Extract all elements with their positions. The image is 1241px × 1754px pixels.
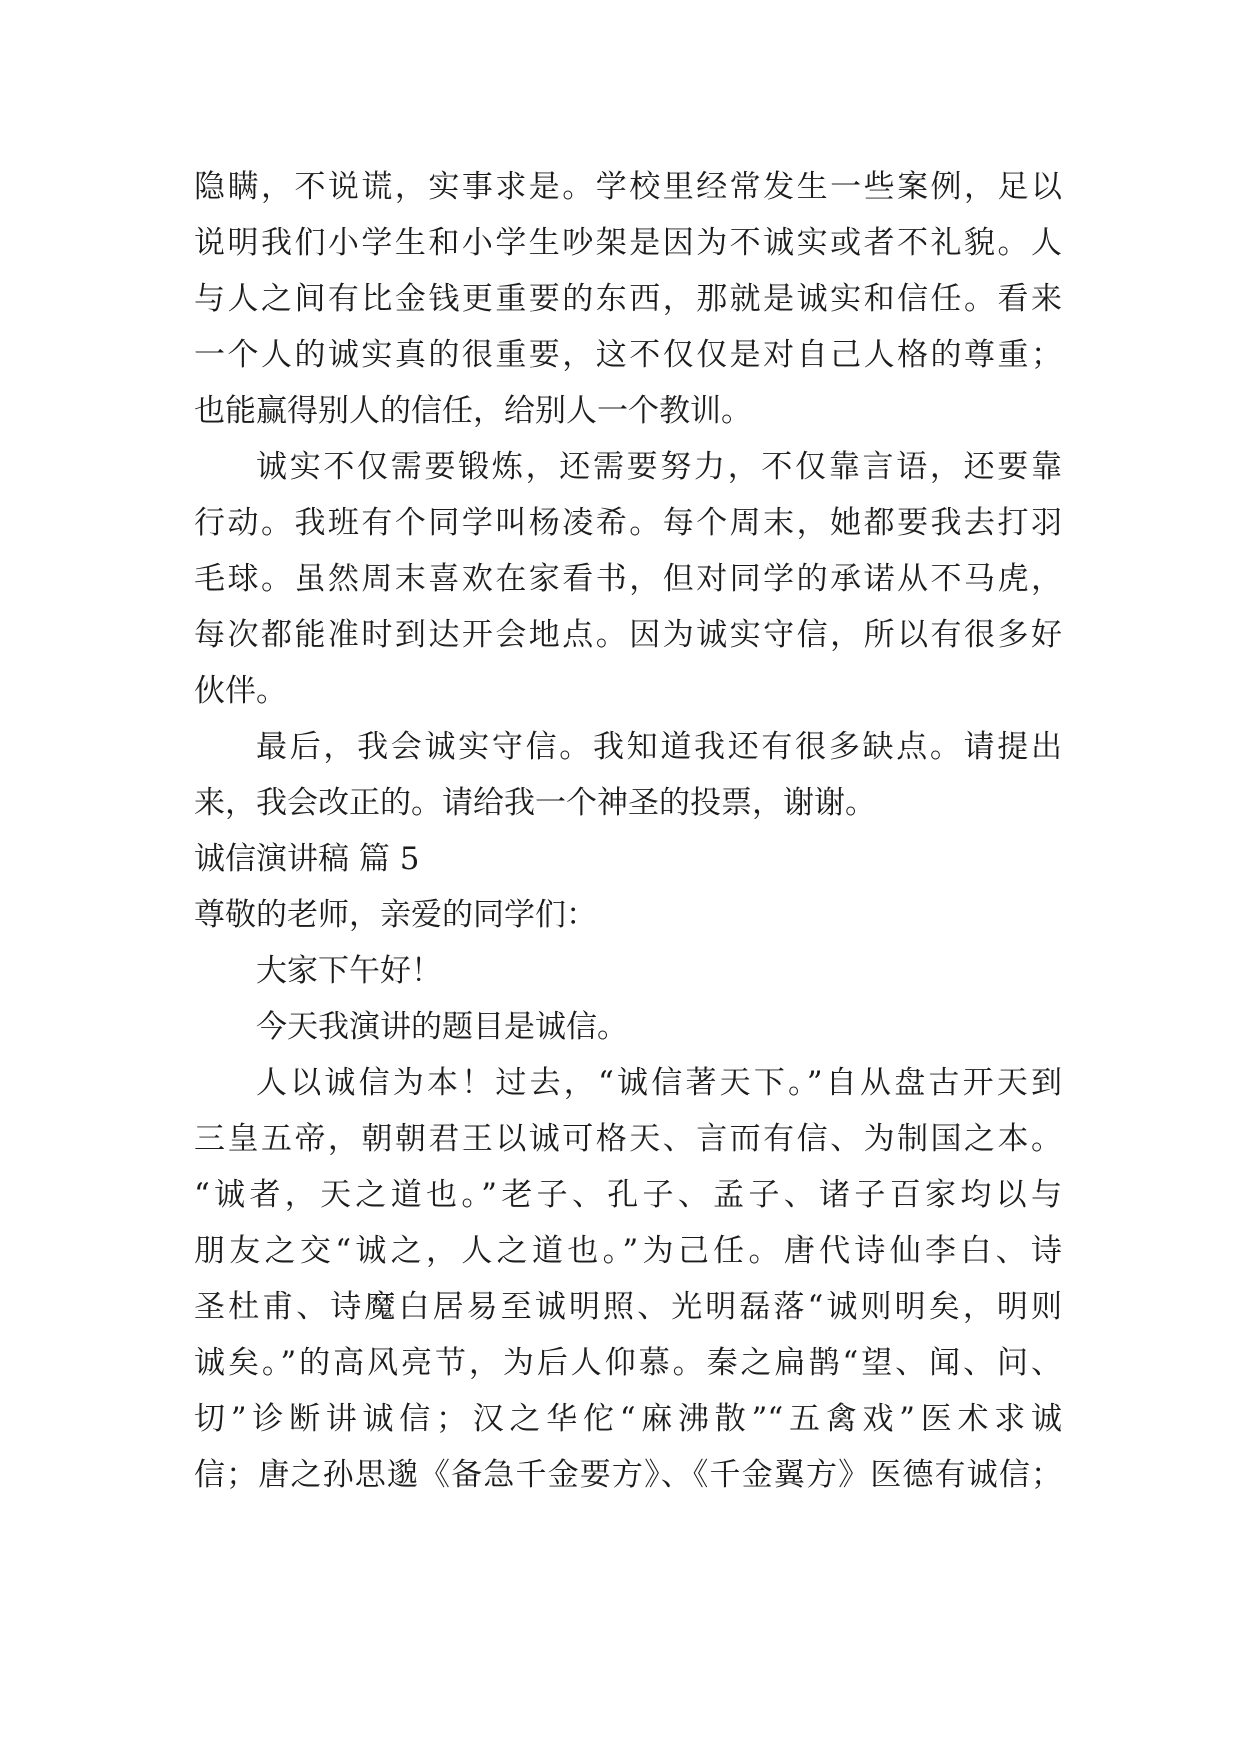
text-line: 也能赢得别人的信任，给别人一个教训。 [194, 393, 752, 429]
text-line: 行动。我班有个同学叫杨凌希。每个周末，她都要我去打羽 [194, 505, 1062, 541]
text-line: 说明我们小学生和小学生吵架是因为不诚实或者不礼貌。人 [194, 225, 1062, 261]
paragraph-first-line: 诚实不仅需要锻炼，还需要努力，不仅靠言语，还要靠 [256, 449, 1062, 485]
text-line: 来，我会改正的。请给我一个神圣的投票，谢谢。 [194, 785, 876, 821]
text-line: 圣杜甫、诗魔白居易至诚明照、光明磊落“诚则明矣，明则 [194, 1289, 1062, 1325]
section-heading: 诚信演讲稿 篇 5 [194, 841, 420, 877]
text-line: “诚者，天之道也。”老子、孔子、孟子、诸子百家均以与 [194, 1177, 1062, 1213]
text-line: 切”诊断讲诚信；汉之华佗“麻沸散”“五禽戏”医术求诚 [194, 1401, 1062, 1437]
text-line: 隐瞒，不说谎，实事求是。学校里经常发生一些案例，足以 [194, 169, 1062, 205]
text-line: 诚矣。”的高风亮节，为后人仰慕。秦之扁鹊“望、闻、问、 [194, 1345, 1062, 1381]
paragraph-first-line: 最后，我会诚实守信。我知道我还有很多缺点。请提出 [256, 729, 1062, 765]
text-line: 与人之间有比金钱更重要的东西，那就是诚实和信任。看来 [194, 281, 1062, 317]
text-line: 伙伴。 [194, 673, 287, 709]
greeting: 大家下午好！ [256, 953, 442, 989]
paragraph-first-line: 今天我演讲的题目是诚信。 [256, 1009, 628, 1045]
text-line: 毛球。虽然周末喜欢在家看书，但对同学的承诺从不马虎， [194, 561, 1062, 597]
text-line: 信；唐之孙思邈《备急千金要方》、《千金翼方》医德有诚信； [194, 1457, 1062, 1493]
salutation: 尊敬的老师，亲爱的同学们： [194, 897, 597, 933]
text-line: 一个人的诚实真的很重要，这不仅仅是对自己人格的尊重； [194, 337, 1062, 373]
text-line: 三皇五帝，朝朝君王以诚可格天、言而有信、为制国之本。 [194, 1121, 1062, 1157]
text-line: 每次都能准时到达开会地点。因为诚实守信，所以有很多好 [194, 617, 1062, 653]
text-line: 朋友之交“诚之，人之道也。”为己任。唐代诗仙李白、诗 [194, 1233, 1062, 1269]
paragraph-first-line: 人以诚信为本！过去，“诚信著天下。”自从盘古开天到 [256, 1065, 1062, 1101]
